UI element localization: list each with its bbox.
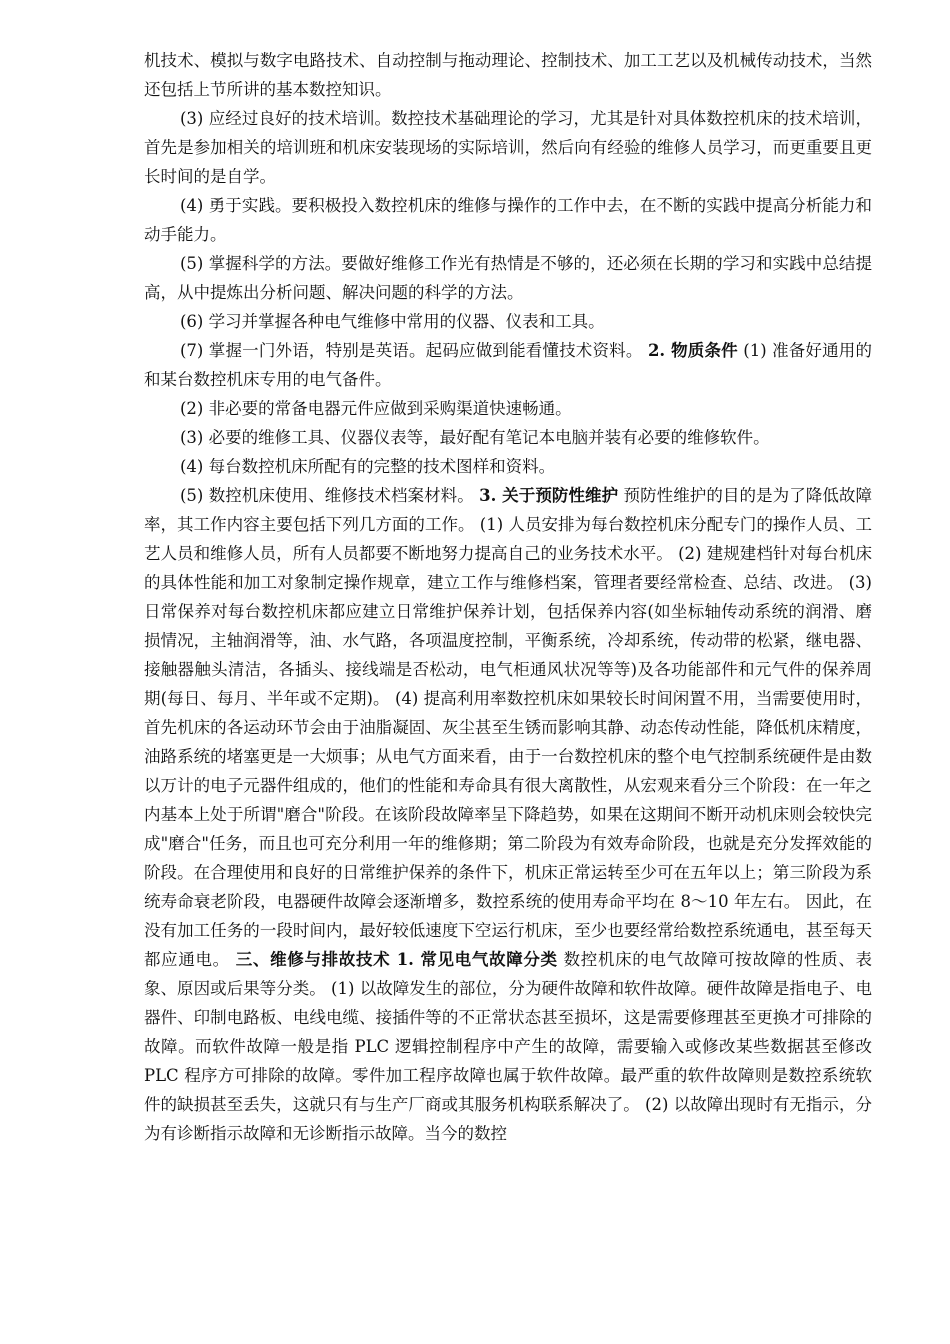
paragraph-tools: (3) 必要的维修工具、仪器仪表等，最好配有笔记本电脑并装有必要的维修软件。 xyxy=(180,428,770,447)
paragraph-method: (5) 掌握科学的方法。要做好维修工作光有热情是不够的，还必须在长期的学习和实践中总结提高，从中提炼出分析问题、解决问题的科学的方法。 xyxy=(144,254,872,302)
document-page xyxy=(144,46,872,1148)
paragraph-continuation: 机技术、模拟与数字电路技术、自动控制与拖动理论、控制技术、加工工艺以及机械传动技术，当然还包括上节所讲的基本数控知识。 xyxy=(144,51,872,99)
text-run: 数控机床的电气故障可按故障的性质、表象、原因或后果等分类。 (1) 以故障发生的部位，分为硬件故障和软件故障。硬件故障是指电子、电器件、印制电路板、电线电缆、接插件等的不正常状态甚至损坏，这是需要修理甚至更换才可排除的故障。而软件故障一般是指 PLC 逻辑控制程序中产生的故障，需要输入或修改某些数据甚至修改 PLC 程序方可排除的故障。零件加工程序故障也属于软件故障。最严重的软件故障则是数控系统软件的缺损甚至丢失，这就只有与生产厂商或其服务机构联系解决了。 (2) 以故障出现时有无指示，分为有诊断指示故障和无诊断指示故障。当今的数控 xyxy=(144,950,872,1143)
text-run: 预防性维护的目的是为了降低故障率，其工作内容主要包括下列几方面的工作。 (1) 人员安排为每台数控机床分配专门的操作人员、工艺人员和维修人员，所有人员都要不断地努力提高自己的业务技术水平。 (2) 建规建档针对每台机床的具体性能和加工对象制定操作规章，建立工作与维修档案，管理者要经常检查、总结、改进。 (3) 日常保养对每台数控机床都应建立日常维护保养计划，包括保养内容(如坐标轴传动系统的润滑、磨损情况，主轴润滑等，油、水气路，各项温度控制，平衡系统，冷却系统，传动带的松紧，继电器、接触器触头清洁，各插头、接线端是否松动，电气柜通风状况等等)及各功能部件和元气件的保养周期(每日、每月、半年或不定期)。 (4) 提高利用率数控机床如果较长时间闲置不用，当需要使用时，首先机床的各运动环节会由于油脂凝固、灰尘甚至生锈而影响其静、动态传动性能，降低机床精度，油路系统的堵塞更是一大烦事；从电气方面来看，由于一台数控机床的整个电气控制系统硬件是由数以万计的电子元器件组成的，他们的性能和寿命具有很大离散性，从宏观来看分三个阶段：在一年之内基本上处于所谓"磨合"阶段。在该阶段故障率呈下降趋势，如果在这期间不断开动机床则会较快完成"磨合"任务，而且也可充分利用一年的维修期；第二阶段为有效寿命阶段，也就是充分发挥效能的阶段。在合理使用和良好的日常维护保养的条件下，机床正常运转至少可在五年以上；第三阶段为系统寿命衰老阶段，电器硬件故障会逐渐增多，数控系统的使用寿命平均在 8～10 年左右。 因此，在没有加工任务的一段时间内，最好较低速度下空运行机床，至少也要经常给数控系统通电，甚至每天都应通电。 xyxy=(144,486,872,969)
section-heading-material-conditions: 2. 物质条件 xyxy=(647,341,738,360)
paragraph-practice: (4) 勇于实践。要积极投入数控机床的维修与操作的工作中去，在不断的实践中提高分析能力和动手能力。 xyxy=(144,196,872,244)
paragraph-language xyxy=(144,336,872,394)
paragraph-instruments: (6) 学习并掌握各种电气维修中常用的仪器、仪表和工具。 xyxy=(180,312,605,331)
text-run: (5) 数控机床使用、维修技术档案材料。 xyxy=(180,486,480,505)
paragraph-procurement: (2) 非必要的常备电器元件应做到采购渠道快速畅通。 xyxy=(180,399,572,418)
paragraph-drawings: (4) 每台数控机床所配有的完整的技术图样和资料。 xyxy=(180,457,556,476)
text-run: (1) 准备好通用的和某台数控机床专用的电气备件。 xyxy=(144,341,872,389)
section-heading-preventive-maintenance: 3. 关于预防性维护 xyxy=(479,486,619,505)
section-heading-fault-classification: 三、维修与排故技术 1. 常见电气故障分类 xyxy=(235,950,558,969)
text-run: (7) 掌握一门外语，特别是英语。起码应做到能看懂技术资料。 xyxy=(180,341,648,360)
paragraph-training: (3) 应经过良好的技术培训。数控技术基础理论的学习，尤其是针对具体数控机床的技术培训，首先是参加相关的培训班和机床安装现场的实际培训，然后向有经验的维修人员学习，而更重要且更长时间的是自学。 xyxy=(144,109,872,186)
paragraph-maintenance xyxy=(144,481,872,1148)
